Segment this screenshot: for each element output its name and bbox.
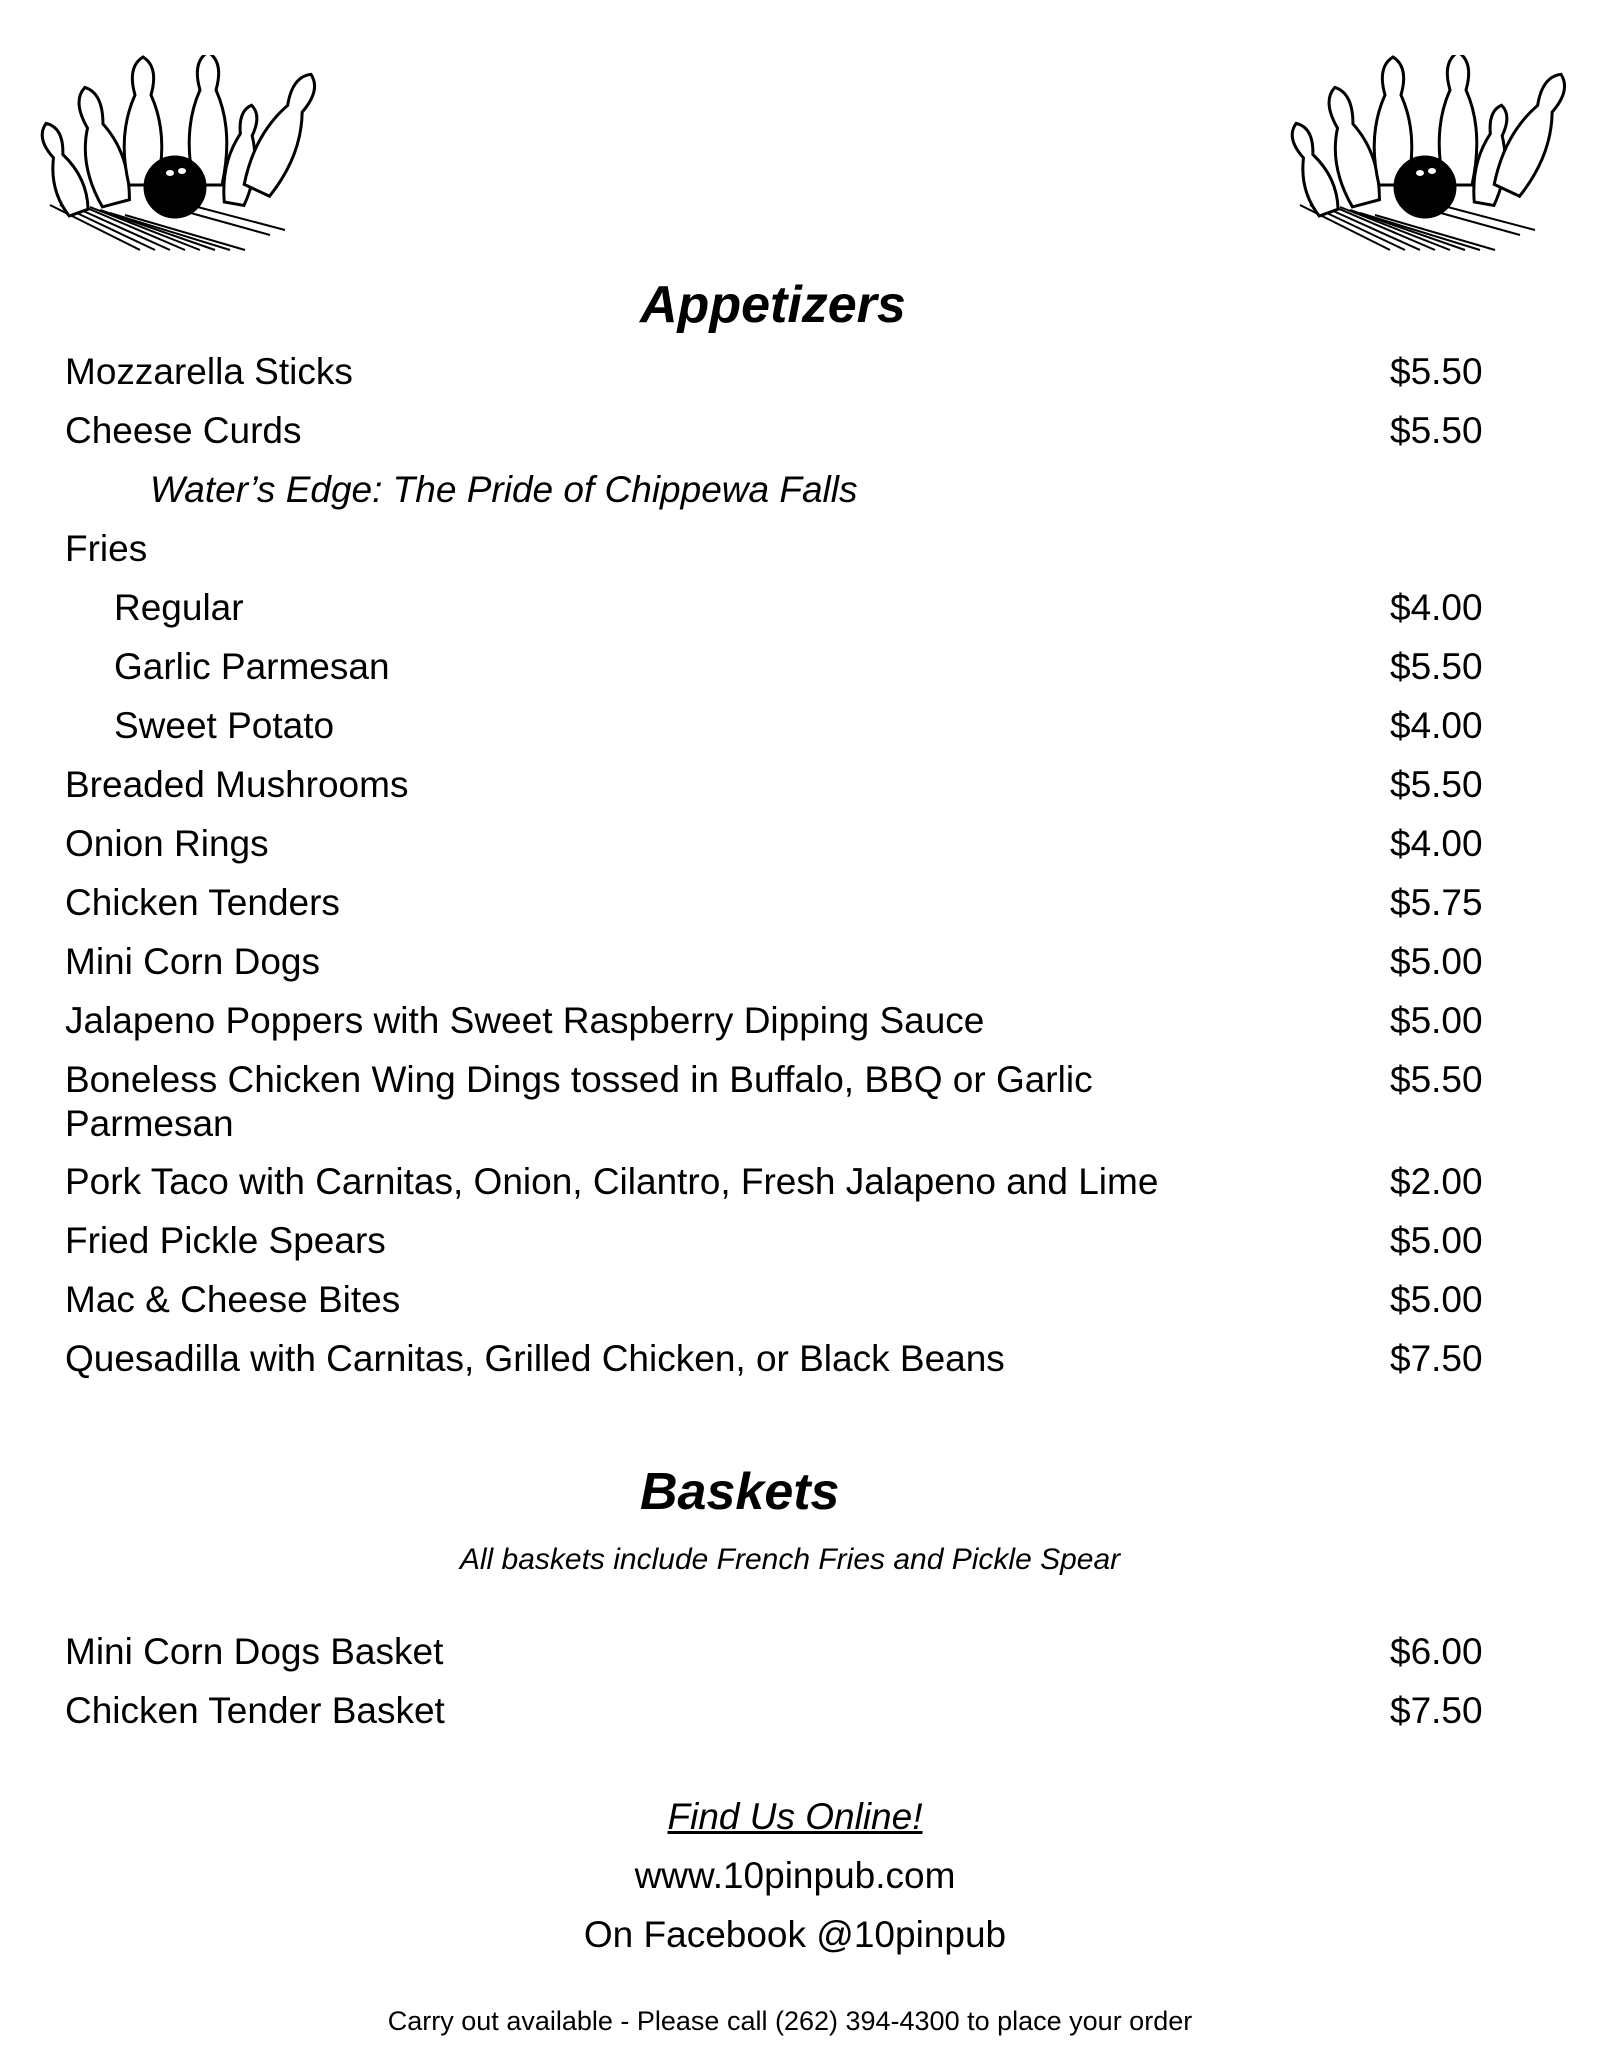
menu-item-name: Fries xyxy=(65,528,148,569)
bowling-pins-icon-right xyxy=(1280,55,1570,255)
menu-item-name: Chicken Tenders xyxy=(65,882,340,923)
bowling-pins-icon xyxy=(1280,55,1570,255)
menu-item-price: $5.00 xyxy=(1390,1220,1483,1261)
menu-item-name: Sweet Potato xyxy=(114,705,335,746)
menu-item-name: Jalapeno Poppers with Sweet Raspberry Dipping Sauce xyxy=(65,1000,985,1041)
menu-item-name: Regular xyxy=(114,587,244,628)
find-us-online: Find Us Online! xyxy=(667,1796,923,1837)
menu-item-name: Onion Rings xyxy=(65,823,269,864)
baskets-title: Baskets xyxy=(640,1463,840,1521)
menu-item-name: Mini Corn Dogs xyxy=(65,941,320,982)
menu-item-price: $5.75 xyxy=(1390,882,1483,923)
menu-item-price: $5.00 xyxy=(1390,1000,1483,1041)
menu-item-price: $5.00 xyxy=(1390,1279,1483,1320)
menu-item-name: Boneless Chicken Wing Dings tossed in Buffalo, BBQ or Garlic Parmesan xyxy=(65,1059,1093,1144)
menu-item-name: Mozzarella Sticks xyxy=(65,351,353,392)
website-link[interactable]: www.10pinpub.com xyxy=(634,1855,956,1896)
facebook-handle[interactable]: On Facebook @10pinpub xyxy=(583,1914,1007,1955)
menu-item-price: $7.50 xyxy=(1390,1338,1483,1379)
menu-item-name: Chicken Tender Basket xyxy=(65,1690,445,1731)
menu-item-name: Mini Corn Dogs Basket xyxy=(65,1631,444,1672)
menu-item-price: $5.00 xyxy=(1390,941,1483,982)
menu-item-price: $5.50 xyxy=(1390,351,1483,392)
menu-item-name: Garlic Parmesan xyxy=(114,646,390,687)
menu-item-price: $4.00 xyxy=(1390,705,1483,746)
menu-item-price: $5.50 xyxy=(1390,410,1483,451)
menu-item-note: Water’s Edge: The Pride of Chippewa Falls xyxy=(150,469,858,510)
menu-item-price: $5.50 xyxy=(1390,1059,1483,1100)
menu-item-price: $2.00 xyxy=(1390,1161,1483,1202)
menu-item-name: Pork Taco with Carnitas, Onion, Cilantro, Fresh Jalapeno and Lime xyxy=(65,1161,1159,1202)
menu-item-price: $4.00 xyxy=(1390,587,1483,628)
carryout-note: Carry out available - Please call (262) 394-4300 to place your order xyxy=(387,2006,1193,2036)
baskets-subtitle: All baskets include French Fries and Pickle Spear xyxy=(459,1543,1121,1576)
menu-item-price: $4.00 xyxy=(1390,823,1483,864)
menu-item-name: Cheese Curds xyxy=(65,410,302,451)
menu-item-price: $5.50 xyxy=(1390,764,1483,805)
appetizers-title: Appetizers xyxy=(640,276,906,334)
bowling-pins-icon xyxy=(30,55,320,255)
menu-item-price: $6.00 xyxy=(1390,1631,1483,1672)
menu-item-name: Mac & Cheese Bites xyxy=(65,1279,401,1320)
menu-item-price: $5.50 xyxy=(1390,646,1483,687)
menu-item-name: Fried Pickle Spears xyxy=(65,1220,386,1261)
bowling-pins-icon-left xyxy=(30,55,320,255)
menu-item-price: $7.50 xyxy=(1390,1690,1483,1731)
menu-item-name: Quesadilla with Carnitas, Grilled Chicken, or Black Beans xyxy=(65,1338,1005,1379)
menu-item-name: Breaded Mushrooms xyxy=(65,764,409,805)
